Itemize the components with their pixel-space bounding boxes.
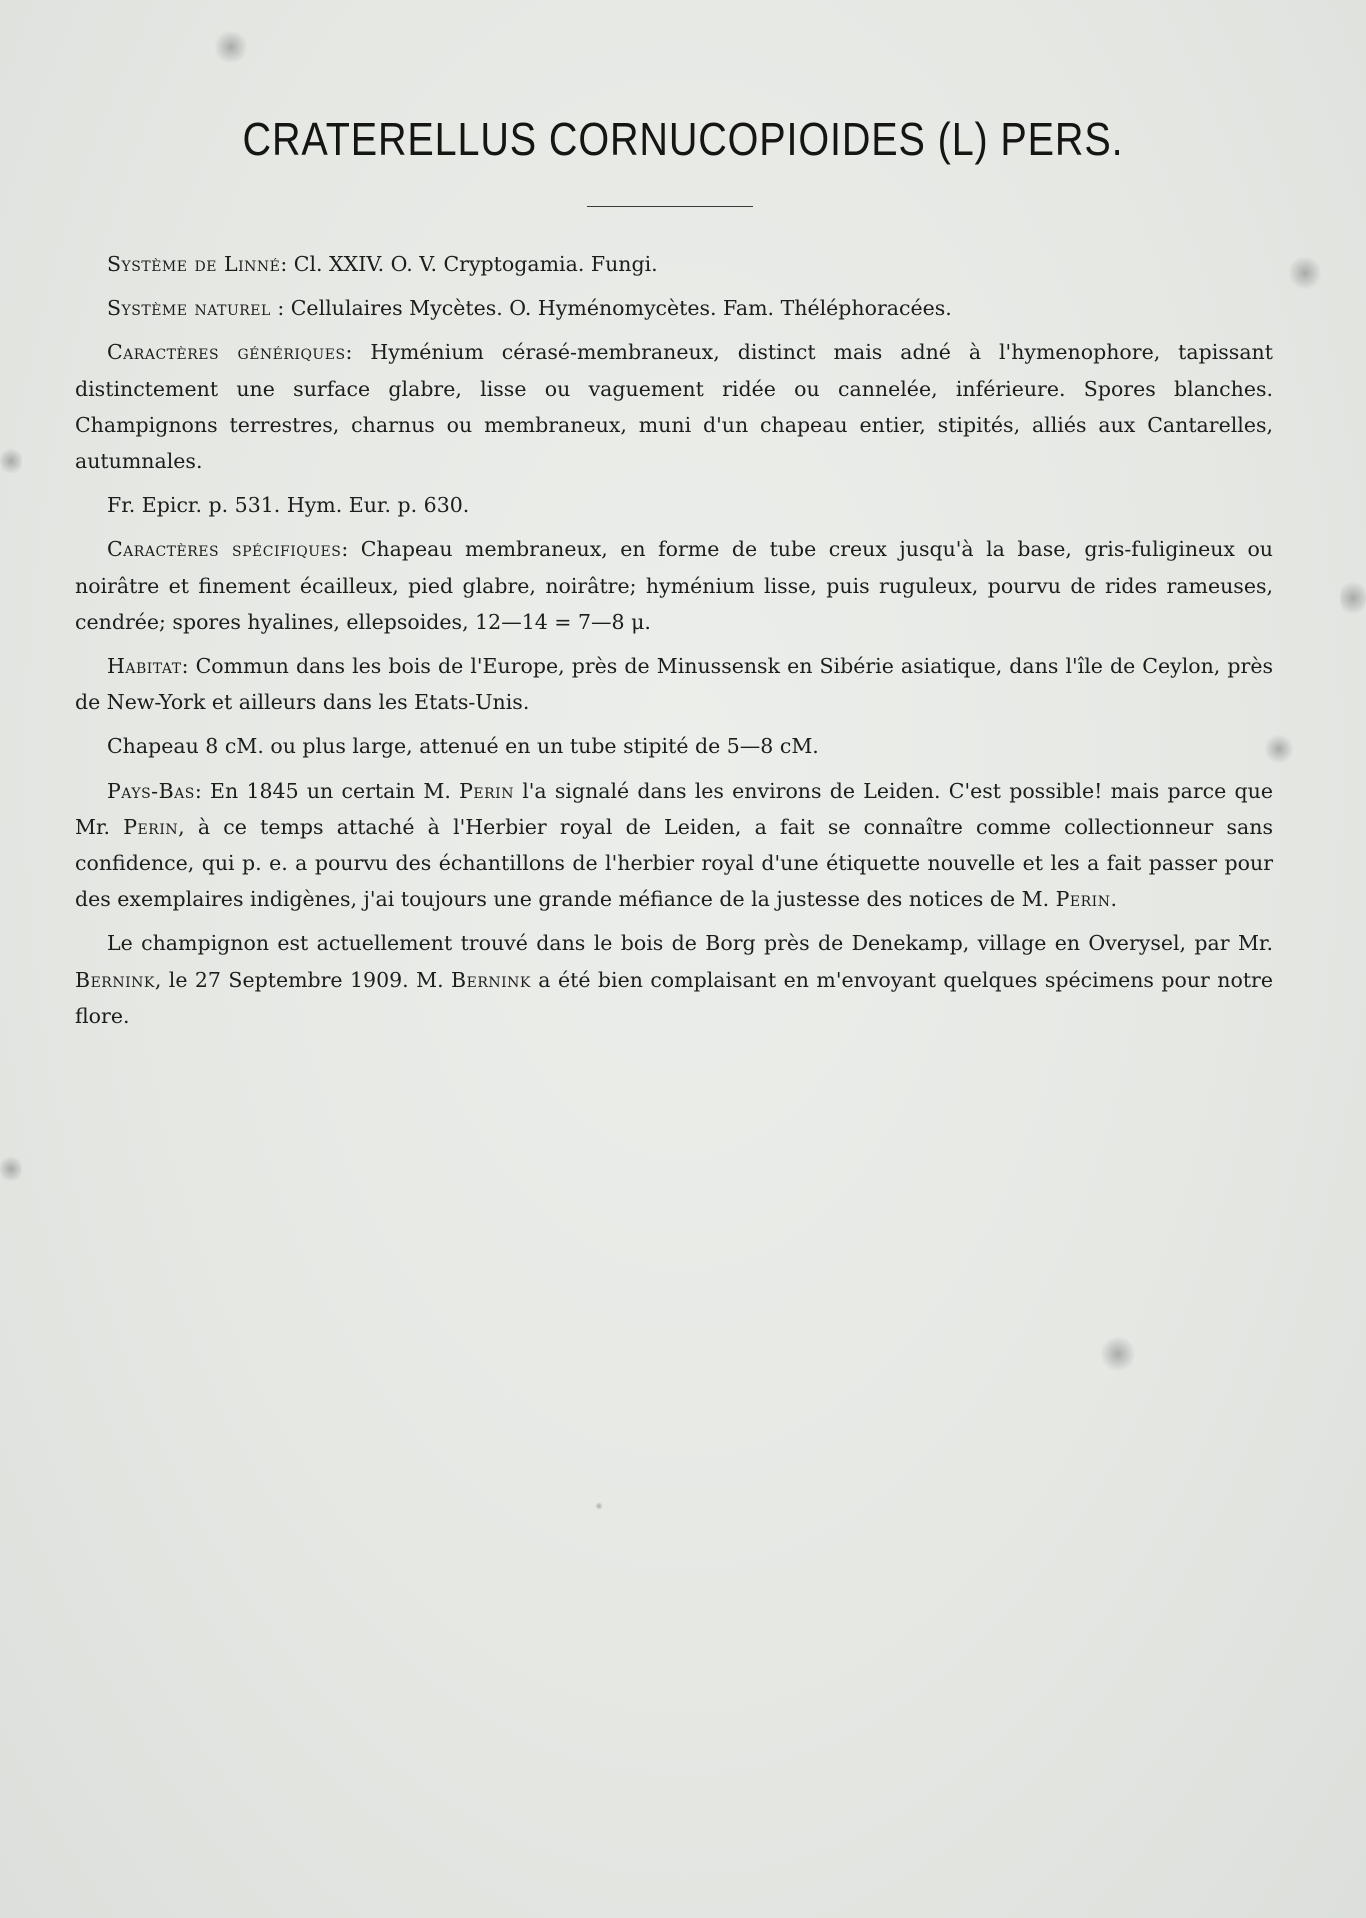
paragraph-habitat: Habitat: Commun dans les bois de l'Europe, près de Minussensk en Sibérie asiatique, dans l'île de Ceylon, près de New-York et ailleurs dans les Etats-Unis. <box>75 654 1273 715</box>
paragraph-generiques: Caractères génériques: Hyménium cérasé-membraneux, distinct mais adné à l'hymenophore, tapissant distinctement une surface glabre, lisse ou vaguement ridée ou cannelée, inférieure. Spores blanches. Champignons terrestres, charnus ou membraneux, muni d'un chapeau entier, stipités, alliés aux Cantarelles, autumnales. <box>75 340 1273 474</box>
text-chapeau: Chapeau 8 cM. ou plus large, attenué en un tube stipité de 5—8 cM. <box>107 734 819 759</box>
label-pays-bas: Pays-Bas <box>107 778 195 803</box>
paragraph-reference <box>75 487 1273 523</box>
paper-blemish <box>0 1154 22 1184</box>
label-caracteres-specifiques: Caractères spécifiques <box>107 537 342 562</box>
text-habitat: Commun dans les bois de l'Europe, près de Minussensk en Sibérie asiatique, dans l'île de Ceylon, près de New-York et ailleurs dans les Etats-Unis. <box>75 654 1273 715</box>
title-rule <box>587 206 753 207</box>
label-caracteres-generiques: Caractères génériques <box>107 340 346 365</box>
person-name: Perin <box>123 814 179 839</box>
text-reference: Fr. Epicr. p. 531. Hym. Eur. p. 630. <box>107 493 470 518</box>
paper-blemish <box>595 1502 603 1510</box>
person-name: Perin <box>1055 887 1111 912</box>
paper-blemish <box>1100 1336 1136 1372</box>
label-systeme-linne: Système de Linné <box>107 252 281 276</box>
text-caracteres-generiques: Hyménium cérasé-membraneux, distinct mais adné à l'hymenophore, tapissant distinctement une surface glabre, lisse ou vaguement ridée ou cannelée, inférieure. Spores blanches. Champignons terrestres, charnus ou membraneux, muni d'un chapeau entier, stipités, alliés aux Cantarelles, autumnales. <box>75 340 1273 474</box>
label-systeme-naturel: Système naturel <box>107 296 271 321</box>
person-name: Perin <box>459 778 514 803</box>
paragraph-specifiques: Caractères spécifiques: Chapeau membraneux, en forme de tube creux jusqu'à la base, gris-fuligineux ou noirâtre et finement écailleux, pied glabre, noirâtre; hyménium lisse, puis ruguleux, pourvu de rides rameuses, cendrée; spores hyalines, ellepsoides, 12—14 = 7—8 μ. <box>75 537 1273 634</box>
person-name: Bernink <box>75 967 155 992</box>
paragraph-linne: Système de Linné: Cl. XXIV. O. V. Cryptogamia. Fungi. <box>107 252 658 276</box>
paragraph-naturel: Système naturel : Cellulaires Mycètes. O. Hyménomycètes. Fam. Théléphoracées. <box>107 296 952 321</box>
paragraph-pays-bas: Pays-Bas: En 1845 un certain M. Perin l'a signalé dans les environs de Leiden. C'est possible! mais parce que Mr. Perin, à ce temps attaché à l'Herbier royal de Leiden, a fait se connaître comme collectionneur sans confidence, qui p. e. a pourvu des échantillons de l'herbier royal d'une étiquette nouvelle et les a fait passer pour des exemplaires indigènes, j'ai toujours une grande méfiance de la justesse des notices de M. Perin. <box>75 778 1273 912</box>
person-name: Bernink <box>451 967 531 992</box>
page-title: CRATERELLUS CORNUCOPIOIDES (L) PERS. <box>242 113 1124 165</box>
text-systeme-linne: Cl. XXIV. O. V. Cryptogamia. Fungi. <box>293 252 658 276</box>
paragraph-champignon: Le champignon est actuellement trouvé dans le bois de Borg près de Denekamp, village en Overysel, par Mr. Bernink, le 27 Septembre 1909. M. Bernink a été bien complaisant en m'envoyant quelques spécimens pour notre flore. <box>75 931 1273 1028</box>
label-habitat: Habitat <box>107 654 182 679</box>
paper-blemish <box>214 30 248 64</box>
paper-blemish <box>1288 256 1322 290</box>
text-systeme-naturel: Cellulaires Mycètes. O. Hyménomycètes. Fam. Théléphoracées. <box>290 296 952 321</box>
text-caracteres-specifiques: Chapeau membraneux, en forme de tube creux jusqu'à la base, gris-fuligineux ou noirâtre et finement écailleux, pied glabre, noirâtre; hyménium lisse, puis ruguleux, pourvu de rides rameuses, cendrée; spores hyalines, ellepsoides, 12—14 = 7—8 μ. <box>75 537 1273 634</box>
paragraph-chapeau <box>75 728 1273 764</box>
text-body <box>75 246 1273 1042</box>
paper-blemish <box>1340 578 1366 618</box>
paper-blemish <box>0 446 22 476</box>
